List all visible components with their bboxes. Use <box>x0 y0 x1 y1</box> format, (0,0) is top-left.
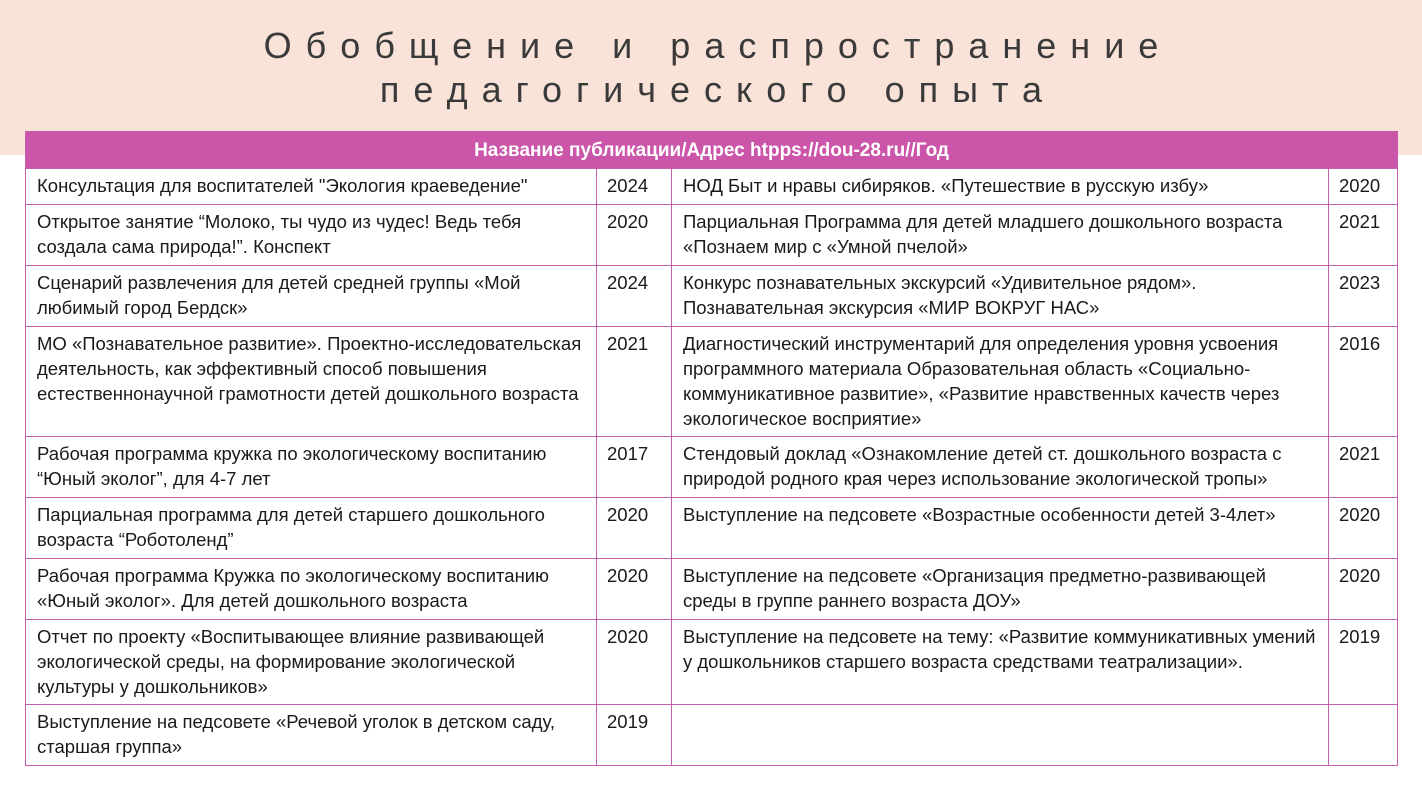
table-row <box>26 205 1398 266</box>
publication-title-cell: Парциальная Программа для детей младшего дошкольного возраста «Познаем мир с «Умной пчелой» <box>672 205 1329 266</box>
publication-title-cell: Рабочая программа кружка по экологическому воспитанию “Юный эколог”, для 4-7 лет <box>26 437 597 498</box>
title-line-1: Обобщение и распространение <box>263 25 1173 66</box>
publication-year-cell: 2020 <box>1329 498 1398 559</box>
publications-table <box>25 131 1398 766</box>
publication-year-cell: 2020 <box>1329 169 1398 205</box>
table-row <box>26 620 1398 705</box>
publication-year-cell: 2021 <box>1329 437 1398 498</box>
publication-year-cell: 2023 <box>1329 266 1398 327</box>
table-row <box>26 266 1398 327</box>
publication-title-cell: Парциальная программа для детей старшего дошкольного возраста “Роботоленд” <box>26 498 597 559</box>
publication-title-cell: Консультация для воспитателей "Экология краеведение" <box>26 169 597 205</box>
publication-title-cell: Выступление на педсовете «Организация предметно-развивающей среды в группе раннего возраста ДОУ» <box>672 559 1329 620</box>
table-row <box>26 169 1398 205</box>
table-row <box>26 498 1398 559</box>
publication-year-cell: 2019 <box>597 705 672 766</box>
title-line-2: педагогического опыта <box>379 69 1057 110</box>
publication-year-cell: 2020 <box>597 559 672 620</box>
publication-title-cell: Выступление на педсовете «Возрастные особенности детей 3-4лет» <box>672 498 1329 559</box>
publication-year-cell: 2021 <box>1329 205 1398 266</box>
page-title <box>0 24 1422 112</box>
publication-title-cell: Отчет по проекту «Воспитывающее влияние развивающей экологической среды, на формирование экологической культуры у дошкольников» <box>26 620 597 705</box>
publication-title-cell <box>672 705 1329 766</box>
table-row <box>26 705 1398 766</box>
publication-year-cell: 2024 <box>597 266 672 327</box>
table-row <box>26 327 1398 437</box>
publication-title-cell: Стендовый доклад «Ознакомление детей ст. дошкольного возраста с природой родного края через использование экологической тропы» <box>672 437 1329 498</box>
publication-year-cell: 2024 <box>597 169 672 205</box>
table-row <box>26 559 1398 620</box>
publication-title-cell: Конкурс познавательных экскурсий «Удивительное рядом». Познавательная экскурсия «МИР ВОКРУГ НАС» <box>672 266 1329 327</box>
publication-title-cell: Сценарий развлечения для детей средней группы «Мой любимый город Бердск» <box>26 266 597 327</box>
publication-title-cell: Диагностический инструментарий для определения уровня усвоения программного материала Образовательная область «Социально-коммуникативное развитие», «Развитие нравственных качеств через экологическое восприятие» <box>672 327 1329 437</box>
publication-title-cell: Выступление на педсовете на тему: «Развитие коммуникативных умений у дошкольников старшего возраста средствами театрализации». <box>672 620 1329 705</box>
publication-title-cell: Открытое занятие “Молоко, ты чудо из чудес! Ведь тебя создала сама природа!”. Конспект <box>26 205 597 266</box>
publication-title-cell: Рабочая программа Кружка по экологическому воспитанию «Юный эколог». Для детей дошкольного возраста <box>26 559 597 620</box>
publication-year-cell: 2016 <box>1329 327 1398 437</box>
table-row <box>26 437 1398 498</box>
table-header: Название публикации/Адрес htpps://dou-28.ru//Год <box>26 132 1398 169</box>
publication-year-cell: 2020 <box>597 205 672 266</box>
table-body <box>26 169 1398 766</box>
publication-title-cell: НОД Быт и нравы сибиряков. «Путешествие в русскую избу» <box>672 169 1329 205</box>
publication-year-cell <box>1329 705 1398 766</box>
table-header-row <box>26 132 1398 169</box>
publication-year-cell: 2020 <box>1329 559 1398 620</box>
publication-year-cell: 2019 <box>1329 620 1398 705</box>
publication-year-cell: 2017 <box>597 437 672 498</box>
publication-year-cell: 2020 <box>597 620 672 705</box>
publication-title-cell: Выступление на педсовете «Речевой уголок в детском саду, старшая группа» <box>26 705 597 766</box>
publication-year-cell: 2021 <box>597 327 672 437</box>
publication-title-cell: МО «Познавательное развитие». Проектно-исследовательская деятельность, как эффективный способ повышения естественнонаучной грамотности детей дошкольного возраста <box>26 327 597 437</box>
publication-year-cell: 2020 <box>597 498 672 559</box>
